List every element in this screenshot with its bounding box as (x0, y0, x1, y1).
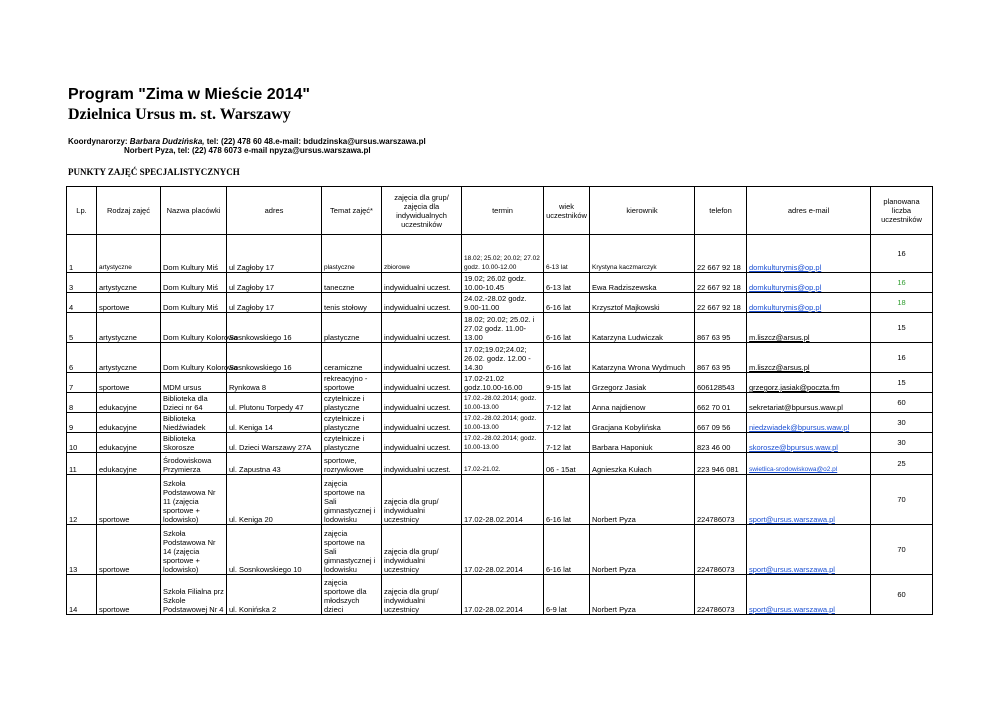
cell-kierownik: Norbert Pyza (590, 525, 695, 575)
cell-kierownik: Norbert Pyza (590, 475, 695, 525)
cell-adres: ul Zagłoby 17 (227, 293, 322, 313)
email-link[interactable]: m.liszcz@arsus.pl (749, 363, 810, 372)
cell-lp: 7 (67, 373, 97, 393)
cell-telefon: 606128543 (695, 373, 747, 393)
coordinators-line-2: Norbert Pyza, tel: (22) 478 6073 e-mail npyza@ursus.warszawa.pl (124, 146, 371, 155)
cell-plan: 25 (871, 453, 933, 475)
cell-adres: ul Zagłoby 17 (227, 235, 322, 273)
cell-adres: ul. Keniga 20 (227, 475, 322, 525)
cell-placowka: Dom Kultury Miś (161, 293, 227, 313)
cell-lp: 11 (67, 453, 97, 475)
cell-termin: 18.02; 20.02; 25.02. i 27.02 godz. 11.00-13.00 (462, 313, 544, 343)
cell-email (747, 433, 871, 453)
table-row (67, 313, 933, 343)
cell-temat: zajęcia sportowe na Sali gimnastycznej i lodowisku (322, 475, 382, 525)
email-link[interactable]: niedzwiadek@bpursus.waw.pl (749, 423, 850, 432)
header-rodzaj: Rodzaj zajęć (97, 187, 161, 235)
document-subtitle: Dzielnica Ursus m. st. Warszawy (68, 106, 291, 123)
cell-termin: 17.02.-28.02.2014; godz. 10.00-13.00 (462, 393, 544, 413)
cell-telefon: 667 09 56 (695, 413, 747, 433)
cell-zajecia: zajęcia dla grup/ indywidualni uczestnicy (382, 525, 462, 575)
cell-lp: 13 (67, 525, 97, 575)
cell-telefon: 224786073 (695, 525, 747, 575)
cell-placowka: Biblioteka dla Dzieci nr 64 (161, 393, 227, 413)
header-email: adres e-mail (747, 187, 871, 235)
cell-kierownik: Katarzyna Wrona Wydmuch (590, 343, 695, 373)
table-row (67, 343, 933, 373)
cell-zajecia: indywidualni uczest. (382, 393, 462, 413)
cell-adres: ul. Keniga 14 (227, 413, 322, 433)
cell-rodzaj: artystyczne (97, 313, 161, 343)
cell-plan: 70 (871, 475, 933, 525)
cell-termin: 17.02-28.02.2014 (462, 525, 544, 575)
email-text[interactable]: sekretariat@bpursus.waw.pl (749, 403, 843, 412)
cell-lp: 10 (67, 433, 97, 453)
cell-email (747, 413, 871, 433)
cell-adres: Sosnkowskiego 16 (227, 313, 322, 343)
cell-kierownik: Ewa Radziszewska (590, 273, 695, 293)
table-row (67, 575, 933, 615)
cell-placowka: Szkoła Podstawowa Nr 14 (zajęcia sportowe + lodowisko) (161, 525, 227, 575)
cell-zajecia: zbiorowe (382, 235, 462, 273)
activities-table (66, 186, 933, 615)
cell-kierownik: Grzegorz Jasiak (590, 373, 695, 393)
cell-lp: 4 (67, 293, 97, 313)
cell-temat: czytelnicze i plastyczne (322, 433, 382, 453)
cell-placowka: Szkoła Filialna prz Szkole Podstawowej Nr 4 (161, 575, 227, 615)
header-placowka: Nazwa placówki (161, 187, 227, 235)
email-link[interactable]: m.liszcz@arsus.pl (749, 333, 810, 342)
cell-zajecia: indywidualni uczest. (382, 413, 462, 433)
cell-email (747, 313, 871, 343)
cell-lp: 5 (67, 313, 97, 343)
cell-telefon: 867 63 95 (695, 313, 747, 343)
cell-plan: 30 (871, 433, 933, 453)
header-wiek: wiek uczestników (544, 187, 590, 235)
cell-placowka: Dom Kultury Kolorowa (161, 313, 227, 343)
cell-plan: 15 (871, 313, 933, 343)
cell-wiek: 6-16 lat (544, 475, 590, 525)
cell-wiek: 6-16 lat (544, 293, 590, 313)
coordinator-1-contact: tel: (22) 478 60 48.e-mail: bdudzinska@ursus.warszawa.pl (204, 137, 426, 146)
email-link[interactable]: swietlica-srodowiskowa@o2.pl (749, 466, 838, 473)
email-link[interactable]: domkulturymis@op.pl (749, 283, 822, 292)
cell-plan: 16 (871, 343, 933, 373)
cell-zajecia: zajęcia dla grup/ indywidualni uczestnicy (382, 575, 462, 615)
table-row (67, 235, 933, 273)
cell-rodzaj: edukacyjne (97, 393, 161, 413)
cell-termin: 17.02-28.02.2014 (462, 575, 544, 615)
cell-termin: 17.02-28.02.2014 (462, 475, 544, 525)
email-link[interactable]: domkulturymis@op.pl (749, 303, 822, 312)
header-telefon: telefon (695, 187, 747, 235)
cell-placowka: Biblioteka Skorosze (161, 433, 227, 453)
cell-telefon: 223 946 081 (695, 453, 747, 475)
cell-adres: ul. Konińska 2 (227, 575, 322, 615)
cell-email (747, 273, 871, 293)
cell-zajecia: indywidualni uczest. (382, 453, 462, 475)
cell-plan: 18 (871, 293, 933, 313)
email-link[interactable]: domkulturymis@op.pl (749, 263, 822, 272)
cell-zajecia: indywidualni uczest. (382, 313, 462, 343)
table-header-row (67, 187, 933, 235)
cell-temat: tenis stołowy (322, 293, 382, 313)
cell-temat: zajęcia sportowe dla młodszych dzieci (322, 575, 382, 615)
cell-placowka: Dom Kultury Miś (161, 235, 227, 273)
cell-termin: 17.02-21.02 godz.10.00-16.00 (462, 373, 544, 393)
cell-rodzaj: artystyczne (97, 273, 161, 293)
cell-adres: Sosnkowskiego 16 (227, 343, 322, 373)
cell-plan: 15 (871, 373, 933, 393)
cell-email (747, 393, 871, 413)
cell-lp: 6 (67, 343, 97, 373)
section-heading: PUNKTY ZAJĘĆ SPECJALISTYCZNYCH (68, 167, 240, 177)
email-link[interactable]: sport@ursus.warszawa.pl (749, 605, 835, 614)
cell-kierownik: Gracjana Kobylińska (590, 413, 695, 433)
cell-kierownik: Agnieszka Kułach (590, 453, 695, 475)
cell-telefon: 22 667 92 18 (695, 235, 747, 273)
cell-termin: 19.02; 26.02 godz. 10.00-10.45 (462, 273, 544, 293)
cell-termin: 17.02-21.02. (462, 453, 544, 475)
coordinator-1-name: Barbara Dudzińska, (129, 137, 205, 146)
cell-zajecia: indywidualni uczest. (382, 343, 462, 373)
cell-telefon: 224786073 (695, 475, 747, 525)
cell-wiek: 6-16 lat (544, 525, 590, 575)
cell-wiek: 6-16 lat (544, 313, 590, 343)
email-link[interactable]: skorosze@bpursus.waw.pl (749, 443, 838, 452)
cell-plan: 16 (871, 235, 933, 273)
cell-termin: 17.02;19.02;24.02; 26.02. godz. 12.00 - 14.30 (462, 343, 544, 373)
cell-lp: 8 (67, 393, 97, 413)
cell-placowka: Dom Kultury Miś (161, 273, 227, 293)
cell-rodzaj: artystyczne (97, 235, 161, 273)
cell-adres: Rynkowa 8 (227, 373, 322, 393)
cell-placowka: Dom Kultury Kolorowa (161, 343, 227, 373)
cell-placowka: Biblioteka Niedźwiadek (161, 413, 227, 433)
cell-kierownik: Krzysztof Majkowski (590, 293, 695, 313)
cell-lp: 1 (67, 235, 97, 273)
cell-rodzaj: artystyczne (97, 343, 161, 373)
cell-email (747, 293, 871, 313)
cell-rodzaj: edukacyjne (97, 413, 161, 433)
cell-wiek: 7-12 lat (544, 413, 590, 433)
cell-adres: ul Zagłoby 17 (227, 273, 322, 293)
cell-temat: taneczne (322, 273, 382, 293)
cell-wiek: 6-13 lat (544, 235, 590, 273)
table-row (67, 373, 933, 393)
header-temat: Temat zajęć* (322, 187, 382, 235)
header-adres: adres (227, 187, 322, 235)
cell-lp: 9 (67, 413, 97, 433)
table-row (67, 433, 933, 453)
cell-telefon: 823 46 00 (695, 433, 747, 453)
cell-email (747, 373, 871, 393)
cell-zajecia: indywidualni uczest. (382, 433, 462, 453)
cell-wiek: 6-9 lat (544, 575, 590, 615)
cell-temat: ceramiczne (322, 343, 382, 373)
cell-email (747, 525, 871, 575)
header-termin: termin (462, 187, 544, 235)
cell-adres: ul. Zapustna 43 (227, 453, 322, 475)
cell-placowka: Szkoła Podstawowa Nr 11 (zajęcia sportowe + lodowisko) (161, 475, 227, 525)
cell-lp: 3 (67, 273, 97, 293)
cell-adres: ul. Sosnkowskiego 10 (227, 525, 322, 575)
cell-temat: sportowe, rozrywkowe (322, 453, 382, 475)
cell-plan: 60 (871, 393, 933, 413)
cell-rodzaj: sportowe (97, 373, 161, 393)
cell-kierownik: Norbert Pyza (590, 575, 695, 615)
table-row (67, 525, 933, 575)
cell-termin: 18.02; 25.02; 20.02; 27.02 godz. 10.00-12.00 (462, 235, 544, 273)
header-kierownik: kierownik (590, 187, 695, 235)
email-link[interactable]: sport@ursus.warszawa.pl (749, 565, 835, 574)
cell-wiek: 6-13 lat (544, 273, 590, 293)
cell-wiek: 9-15 lat (544, 373, 590, 393)
cell-plan: 70 (871, 525, 933, 575)
coordinators-prefix: Koordynarorzy: (68, 137, 130, 146)
cell-rodzaj: sportowe (97, 575, 161, 615)
cell-temat: plastyczne (322, 235, 382, 273)
table-row (67, 475, 933, 525)
cell-rodzaj: sportowe (97, 293, 161, 313)
header-zajecia: zajęcia dla grup/ zajęcia dla indywidualnych uczestników (382, 187, 462, 235)
cell-termin: 17.02.-28.02.2014; godz. 10.00-13.00 (462, 413, 544, 433)
table-row (67, 453, 933, 475)
cell-email (747, 343, 871, 373)
cell-temat: rekreacyjno - sportowe (322, 373, 382, 393)
cell-rodzaj: edukacyjne (97, 453, 161, 475)
cell-email (747, 235, 871, 273)
cell-telefon: 22 667 92 18 (695, 293, 747, 313)
cell-email (747, 475, 871, 525)
cell-adres: ul. Dzieci Warszawy 27A (227, 433, 322, 453)
cell-zajecia: indywidualni uczest. (382, 273, 462, 293)
table-row (67, 413, 933, 433)
cell-plan: 60 (871, 575, 933, 615)
cell-wiek: 06 - 15at (544, 453, 590, 475)
cell-email (747, 453, 871, 475)
cell-termin: 24.02.-28.02 godz. 9.00-11.00 (462, 293, 544, 313)
cell-wiek: 6-16 lat (544, 343, 590, 373)
cell-zajecia: indywidualni uczest. (382, 293, 462, 313)
header-lp: Lp. (67, 187, 97, 235)
document-title: Program "Zima w Mieście 2014" (68, 86, 310, 103)
header-plan: planowana liczba uczestników (871, 187, 933, 235)
cell-placowka: Środowiskowa Przymierza (161, 453, 227, 475)
cell-placowka: MDM ursus (161, 373, 227, 393)
cell-temat: zajęcia sportowe na Sali gimnastycznej i lodowisku (322, 525, 382, 575)
cell-zajecia: indywidualni uczest. (382, 373, 462, 393)
cell-email (747, 575, 871, 615)
cell-wiek: 7-12 lat (544, 433, 590, 453)
email-link[interactable]: grzegorz.jasiak@poczta.fm (749, 383, 840, 392)
cell-temat: czytelnicze i plastyczne (322, 413, 382, 433)
cell-kierownik: Barbara Haponiuk (590, 433, 695, 453)
cell-plan: 16 (871, 273, 933, 293)
cell-rodzaj: edukacyjne (97, 433, 161, 453)
table-row (67, 293, 933, 313)
cell-kierownik: Krystyna kaczmarczyk (590, 235, 695, 273)
cell-wiek: 7-12 lat (544, 393, 590, 413)
table-row (67, 273, 933, 293)
cell-rodzaj: sportowe (97, 475, 161, 525)
cell-telefon: 22 667 92 18 (695, 273, 747, 293)
cell-adres: ul. Plutonu Torpedy 47 (227, 393, 322, 413)
cell-telefon: 867 63 95 (695, 343, 747, 373)
cell-plan: 30 (871, 413, 933, 433)
cell-zajecia: zajęcia dla grup/ indywidualni uczestnicy (382, 475, 462, 525)
cell-termin: 17.02.-28.02.2014; godz. 10.00-13.00 (462, 433, 544, 453)
cell-temat: czytelnicze i plastyczne (322, 393, 382, 413)
table-row (67, 393, 933, 413)
email-link[interactable]: sport@ursus.warszawa.pl (749, 515, 835, 524)
cell-lp: 14 (67, 575, 97, 615)
cell-telefon: 224786073 (695, 575, 747, 615)
cell-kierownik: Anna najdienow (590, 393, 695, 413)
cell-kierownik: Katarzyna Ludwiczak (590, 313, 695, 343)
cell-telefon: 662 70 01 (695, 393, 747, 413)
coordinators-line-1 (68, 137, 426, 146)
cell-rodzaj: sportowe (97, 525, 161, 575)
cell-temat: plastyczne (322, 313, 382, 343)
cell-lp: 12 (67, 475, 97, 525)
